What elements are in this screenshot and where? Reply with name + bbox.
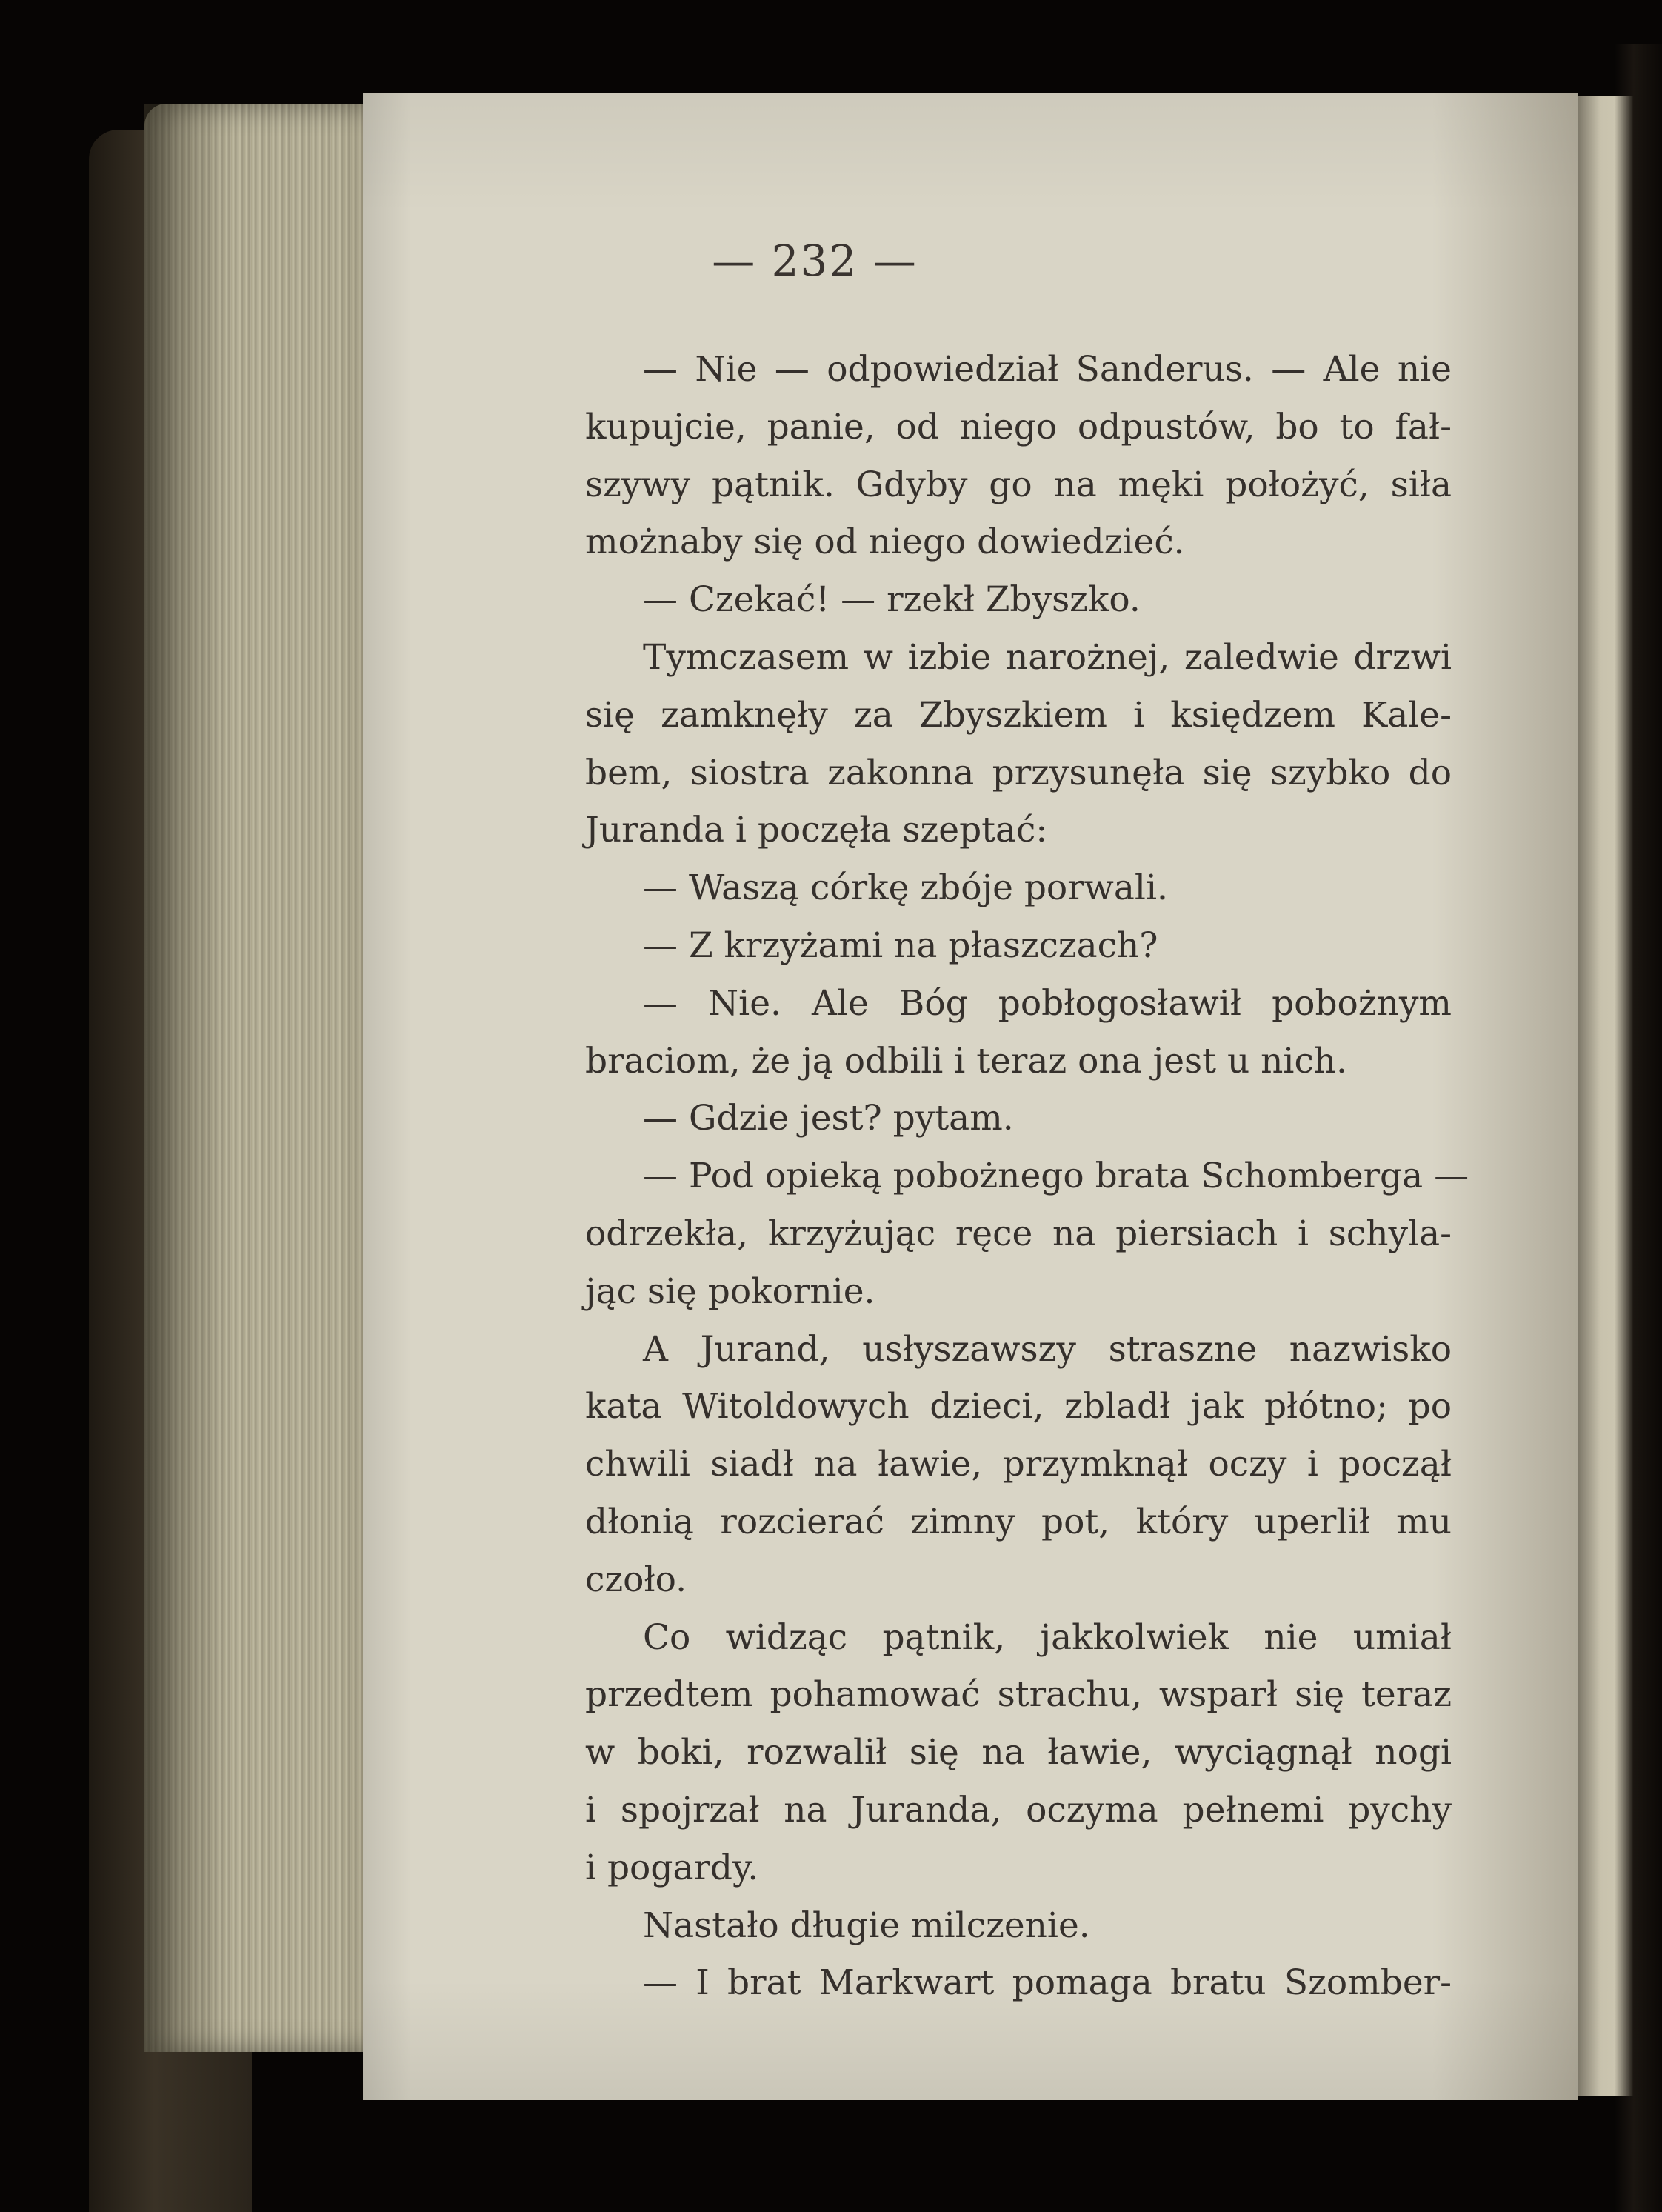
text-line: Tymczasem w izbie narożnej, zaledwie drzwi [643, 636, 1452, 678]
page-number [0, 236, 1662, 286]
text-line: kupujcie, panie, od niego odpustów, bo to fał- [585, 406, 1452, 447]
text-line: jąc się pokornie. [585, 1270, 875, 1312]
text-line: — Czekać! — rzekł Zbyszko. [643, 579, 1141, 621]
text-line: się zamknęły za Zbyszkiem i księdzem Kale- [585, 694, 1452, 736]
text-line: — Z krzyżami na płaszczach? [643, 925, 1158, 966]
text-line: i spojrzał na Juranda, oczyma pełnemi pychy [585, 1789, 1452, 1830]
text-line: — Waszą córkę zbóje porwali. [643, 867, 1168, 909]
text-line: kata Witoldowych dzieci, zbladł jak płótno; po [585, 1386, 1452, 1428]
text-line: braciom, że ją odbili i teraz ona jest u nich. [585, 1040, 1347, 1082]
text-line: czoło. [585, 1559, 687, 1600]
text-line: — I brat Markwart pomaga bratu Szomber- [643, 1962, 1452, 2004]
text-line: bem, siostra zakonna przysunęła się szybko do [585, 752, 1452, 793]
text-line: — Pod opieką pobożnego brata Schomberga — [643, 1156, 1469, 1197]
text-line: — Nie — odpowiedział Sanderus. — Ale nie [643, 349, 1452, 390]
text-line: A Jurand, usłyszawszy straszne nazwisko [643, 1328, 1452, 1370]
text-line: dłonią rozcierać zimny pot, który uperlił mu [585, 1501, 1452, 1542]
text-line: w boki, rozwalił się na ławie, wyciągnął nogi [585, 1732, 1452, 1773]
text-line: przedtem pohamować strachu, wsparł się teraz [585, 1674, 1452, 1716]
text-line: Nastało długie milczenie. [643, 1905, 1090, 1946]
text-line: szywy pątnik. Gdyby go na męki położyć, siła [585, 464, 1452, 505]
page-edges-stack [144, 104, 389, 2052]
text-line: i pogardy. [585, 1847, 759, 1888]
page-text-block [585, 341, 1469, 2012]
text-line: Co widząc pątnik, jakkolwiek nie umiał [643, 1616, 1452, 1658]
book-cover-right [1615, 44, 1662, 2212]
text-line: — Nie. Ale Bóg pobłogosławił pobożnym [643, 982, 1452, 1024]
text-line: możnaby się od niego dowiedzieć. [585, 522, 1185, 563]
text-line: chwili siadł na ławie, przymknął oczy i począł [585, 1444, 1452, 1485]
text-line: Juranda i poczęła szeptać: [585, 810, 1048, 851]
page-number-text: — 232 — [712, 236, 918, 286]
text-line: — Gdzie jest? pytam. [643, 1098, 1014, 1139]
text-line: odrzekła, krzyżując ręce na piersiach i schyla- [585, 1213, 1452, 1254]
